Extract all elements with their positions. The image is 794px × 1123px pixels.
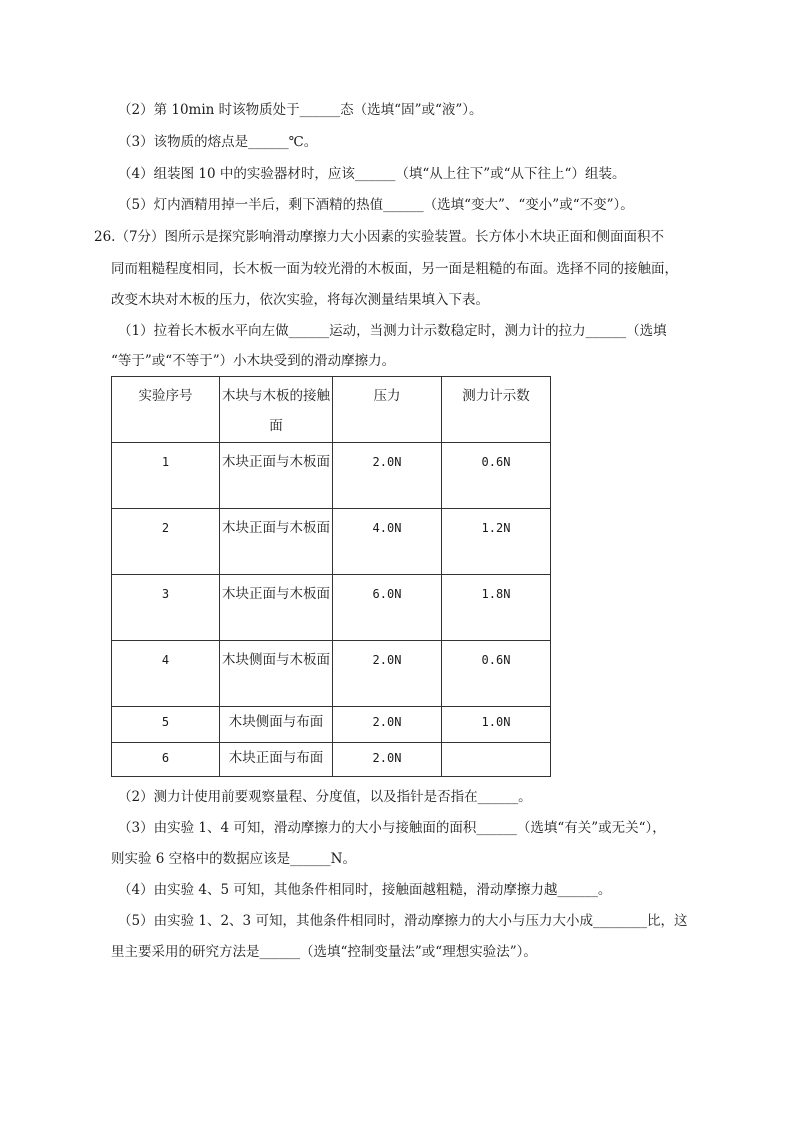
question-2-line: （2）第 10min 时该物质处于______态（选填“固”或“液”）。 (118, 102, 483, 118)
table-row (112, 575, 551, 641)
header-contact-surface: 木块与木板的接触面 (220, 377, 333, 443)
cell-pressure: 2.0N (333, 743, 442, 777)
header-pressure: 压力 (333, 377, 442, 443)
question-26-intro-line-3: 改变木块对木板的压力，依次实验，将每次测量结果填入下表。 (111, 292, 489, 308)
sub-question-5-line-1: （5）由实验 1、2、3 可知，其他条件相同时，滑动摩擦力的大小与压力大小成________比，这 (118, 913, 688, 929)
cell-reading: 1.8N (442, 575, 551, 641)
cell-trial-number: 4 (112, 641, 220, 707)
cell-reading: 0.6N (442, 443, 551, 509)
cell-surface: 木块正面与木板面 (220, 575, 333, 641)
cell-reading: 1.0N (442, 707, 551, 743)
cell-surface: 木块正面与木板面 (220, 509, 333, 575)
sub-question-1-line-2: “等于”或“不等于”）小木块受到的滑动摩擦力。 (111, 353, 396, 369)
table-row (112, 509, 551, 575)
cell-pressure: 2.0N (333, 443, 442, 509)
sub-question-5-line-2: 里主要采用的研究方法是______（选填“控制变量法”或“理想实验法”）。 (111, 944, 537, 960)
sub-question-3-line-2: 则实验 6 空格中的数据应该是______N。 (111, 851, 356, 867)
sub-question-3-line-1: （3）由实验 1、4 可知，滑动摩擦力的大小与接触面的面积______（选填“有关”或无关“）， (118, 820, 666, 836)
cell-pressure: 6.0N (333, 575, 442, 641)
question-3-line: （3）该物质的熔点是______℃。 (118, 134, 318, 150)
cell-surface: 木块正面与布面 (220, 743, 333, 777)
sub-question-2-line: （2）测力计使用前要观察量程、分度值，以及指针是否指在______。 (118, 789, 532, 805)
question-4-line: （4）组装图 10 中的实验器材时，应该______（填“从上往下”或“从下往上“）组装。 (118, 166, 626, 182)
table-row (112, 443, 551, 509)
experiment-table (111, 376, 551, 777)
question-26-intro-line-1: 26.（7分）图所示是探究影响滑动摩擦力大小因素的实验装置。长方体小木块正面和侧面面积不 (94, 229, 665, 245)
cell-surface: 木块正面与木板面 (220, 443, 333, 509)
cell-surface: 木块侧面与布面 (220, 707, 333, 743)
header-reading: 测力计示数 (442, 377, 551, 443)
header-trial-number: 实验序号 (112, 377, 220, 443)
cell-trial-number: 2 (112, 509, 220, 575)
cell-reading-blank (442, 743, 551, 777)
sub-question-4-line: （4）由实验 4、5 可知，其他条件相同时，接触面越粗糙，滑动摩擦力越______。 (118, 882, 612, 898)
question-5-line: （5）灯内酒精用掉一半后，剩下酒精的热值______（选填“变大”、“变小”或“不变”）。 (118, 197, 634, 213)
cell-reading: 0.6N (442, 641, 551, 707)
cell-surface: 木块侧面与木板面 (220, 641, 333, 707)
table-header-row (112, 377, 551, 443)
table-row (112, 743, 551, 777)
table-row (112, 641, 551, 707)
table-row (112, 707, 551, 743)
cell-trial-number: 3 (112, 575, 220, 641)
cell-pressure: 2.0N (333, 641, 442, 707)
cell-reading: 1.2N (442, 509, 551, 575)
cell-trial-number: 5 (112, 707, 220, 743)
cell-pressure: 2.0N (333, 707, 442, 743)
cell-pressure: 4.0N (333, 509, 442, 575)
cell-trial-number: 1 (112, 443, 220, 509)
question-26-intro-line-2: 同而粗糙程度相同，长木板一面为较光滑的木板面，另一面是粗糙的布面。选择不同的接触面， (111, 261, 678, 277)
sub-question-1-line-1: （1）拉着长木板水平向左做______运动，当测力计示数稳定时，测力计的拉力______（选填 (118, 323, 667, 339)
cell-trial-number: 6 (112, 743, 220, 777)
